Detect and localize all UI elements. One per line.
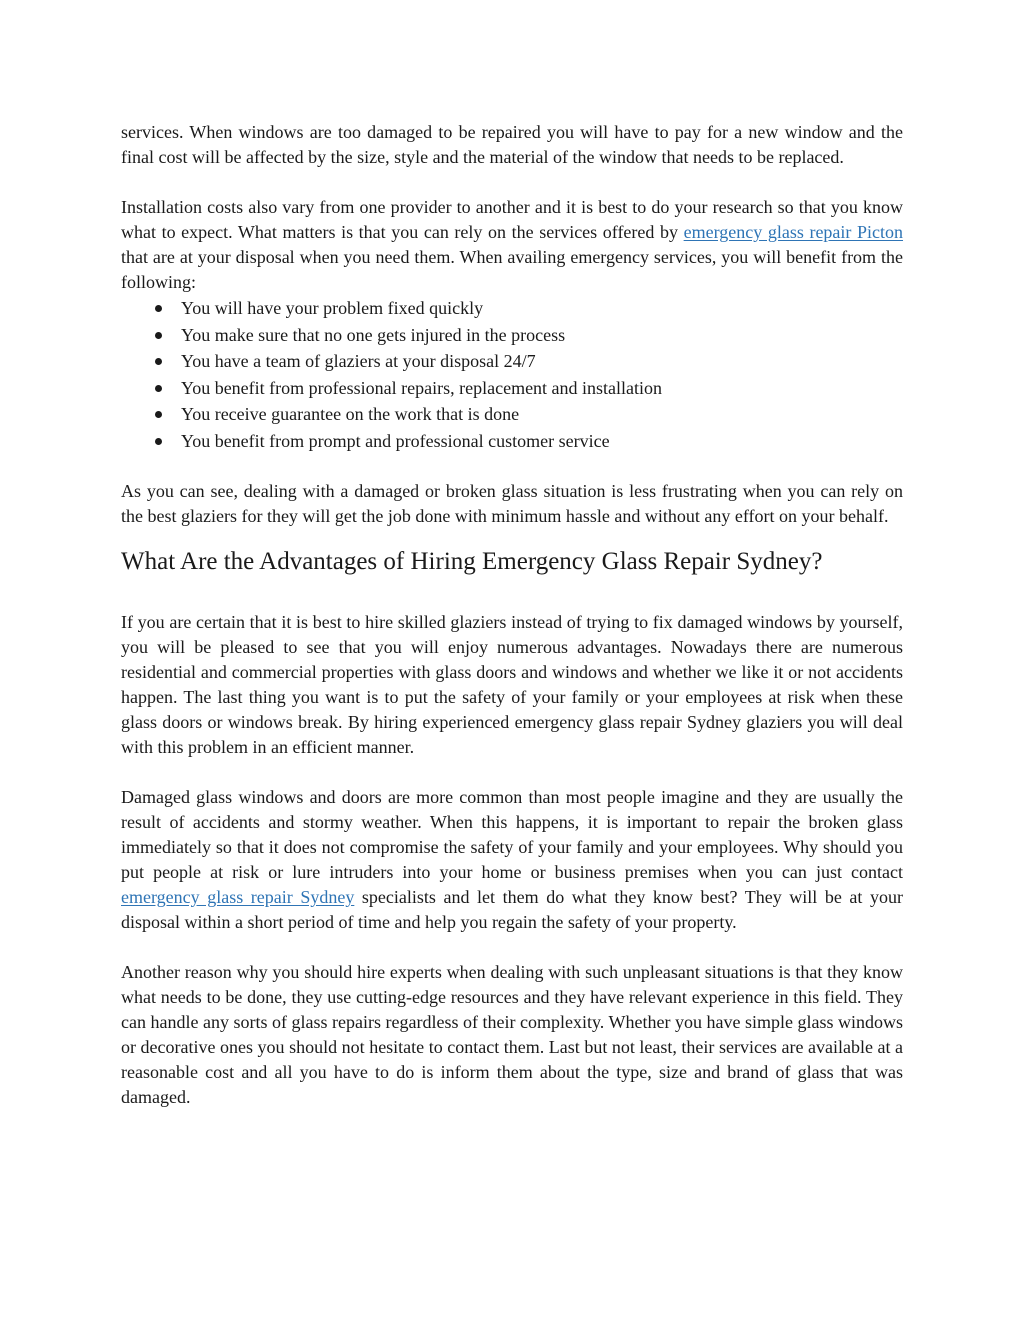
paragraph-damaged-glass (121, 785, 903, 935)
benefit-list-item (121, 375, 903, 402)
benefit-list-item (121, 401, 903, 428)
bullet-icon (155, 305, 162, 312)
benefits-list (121, 295, 903, 454)
benefit-text: You benefit from professional repairs, replacement and installation (181, 377, 663, 398)
paragraph-installation-costs-text-after: that are at your disposal when you need them. When availing emergency services, you will benefit from the following: (121, 247, 903, 292)
benefit-list-item (121, 322, 903, 349)
document-page (121, 120, 903, 1110)
link-emergency-glass-repair-picton[interactable]: emergency glass repair Picton (683, 222, 904, 242)
benefit-text: You benefit from prompt and professional customer service (181, 430, 610, 451)
bullet-icon (155, 385, 162, 392)
bullet-icon (155, 332, 162, 339)
benefit-list-item (121, 428, 903, 455)
bullet-icon (155, 358, 162, 365)
paragraph-window-replacement: services. When windows are too damaged to be repaired you will have to pay for a new window and the final cost will be affected by the size, style and the material of the window that needs to be replaced. (121, 122, 903, 167)
paragraph-conclusion: As you can see, dealing with a damaged or broken glass situation is less frustrating when you can rely on the best glaziers for they will get the job done with minimum hassle and without any effort on your behalf. (121, 481, 903, 526)
benefit-text: You receive guarantee on the work that is done (181, 404, 520, 424)
benefit-list-item (121, 348, 903, 375)
paragraph-installation-costs (121, 195, 903, 295)
paragraph-damaged-glass-text-after: specialists and let them do what they know best? They will be at your disposal within a short period of time and help you regain the safety of your property. (121, 887, 903, 932)
paragraph-hire-experts: Another reason why you should hire experts when dealing with such unpleasant situations is that they know what needs to be done, they use cutting-edge resources and they have relevant experience in this field. They can handle any sorts of glass repairs regardless of their complexity. Whether you have simple glass windows or decorative ones you should not hesitate to contact them. Last but not least, their services are available at a reasonable cost and all you have to do is inform them about the type, size and brand of glass that was damaged. (121, 962, 903, 1107)
bullet-icon (155, 438, 162, 445)
benefit-text: You will have your problem fixed quickly (181, 298, 484, 318)
section-heading: What Are the Advantages of Hiring Emergency Glass Repair Sydney? (121, 548, 823, 575)
paragraph-damaged-glass-text-before: Damaged glass windows and doors are more common than most people imagine and they are usually the result of accidents and stormy weather. When this happens, it is important to repair the broken glass immediately so that it does not compromise the safety of your family and your employees. Why should you put people at risk or lure intruders into your home or business premises when you can just contact (121, 787, 903, 882)
paragraph-advantages: If you are certain that it is best to hire skilled glaziers instead of trying to fix damaged windows by yourself, you will be pleased to see that you will enjoy numerous advantages. Nowadays there are numerous residential and commercial properties with glass doors and windows and whether we like it or not accidents happen. The last thing you want is to put the safety of your family or your employees at risk when these glass doors or windows break. By hiring experienced emergency glass repair Sydney glaziers you will deal with this problem in an efficient manner. (121, 612, 903, 757)
bullet-icon (155, 411, 162, 418)
link-emergency-glass-repair-sydney[interactable]: emergency glass repair Sydney (121, 887, 355, 907)
benefit-text: You have a team of glaziers at your disposal 24/7 (181, 351, 536, 371)
paragraph-installation-costs-text-before: Installation costs also vary from one provider to another and it is best to do your research so that you know what to expect. What matters is that you can rely on the services offered by (121, 197, 903, 242)
benefit-list-item (121, 295, 903, 322)
benefit-text: You make sure that no one gets injured in the process (181, 324, 566, 345)
